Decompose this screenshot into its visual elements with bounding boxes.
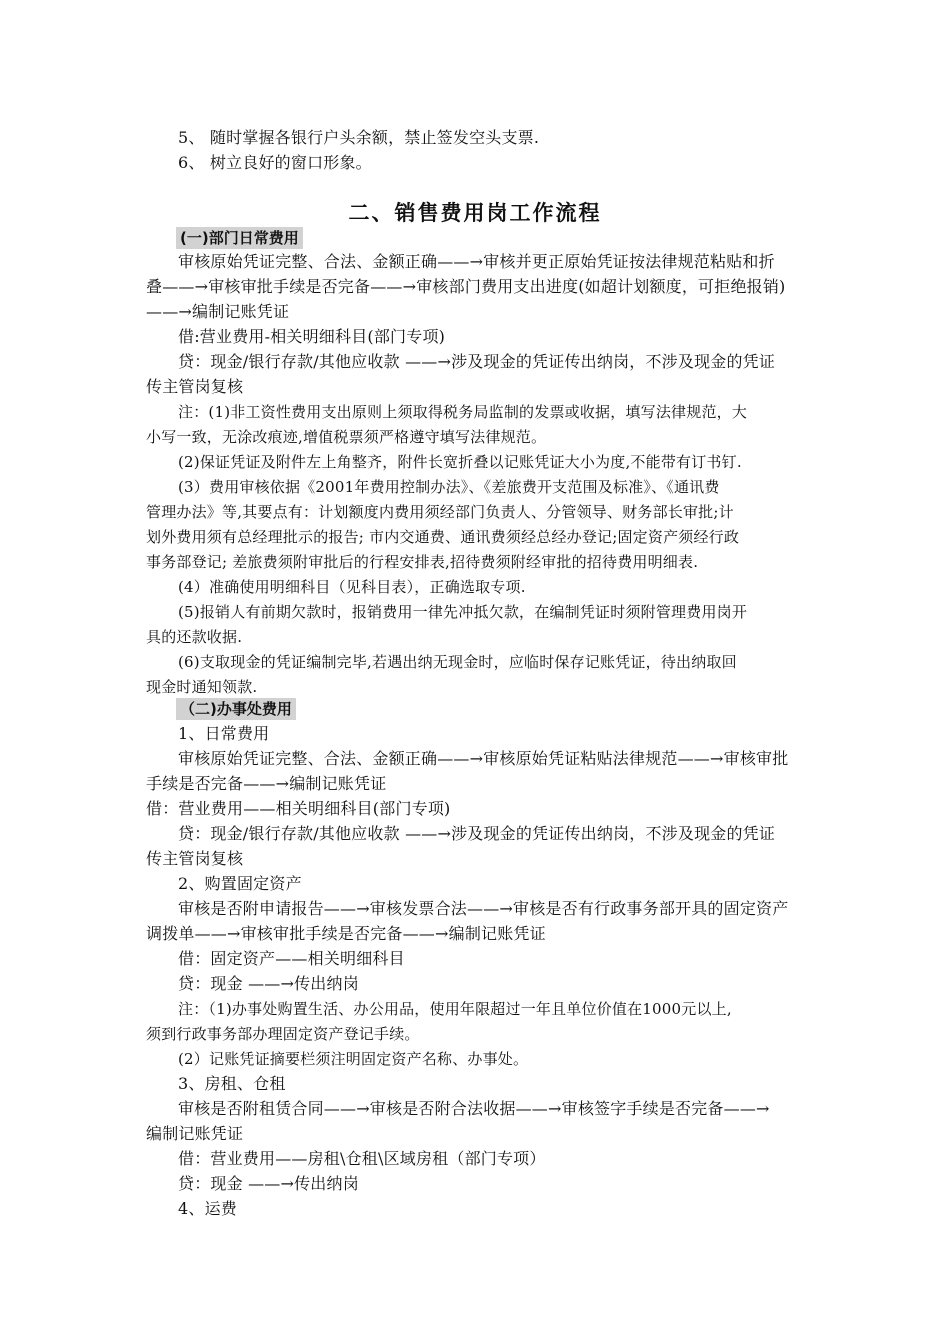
credit-entry: 贷：现金 ——→传出纳岗 [178,974,359,993]
flow-text: 叠——→审核审批手续是否完备——→审核部门费用支出进度(如超计划额度，可拒绝报销) [146,277,786,296]
note-text: (4）准确使用明细科目（见科目表），正确选取专项. [178,578,526,596]
note-text: 管理办法》等,其要点有：计划额度内费用须经部门负责人、分管领导、财务部长审批;计 [146,503,734,521]
flow-text: 审核是否附申请报告——→审核发票合法——→审核是否有行政事务部开具的固定资产 [178,899,789,918]
debit-entry: 借:营业费用-相关明细科目(部门专项) [178,327,446,346]
note-text: (2）记账凭证摘要栏须注明固定资产名称、办事处。 [178,1050,529,1068]
note-text: (3）费用审核依据《2001年费用控制办法》、《差旅费开支范围及标准》、《通讯费 [178,478,720,496]
debit-entry: 借：固定资产——相关明细科目 [178,949,405,968]
credit-entry: 传主管岗复核 [146,849,244,868]
section-title: 二、销售费用岗工作流程 [348,201,602,225]
item-heading: 2、购置固定资产 [178,874,302,893]
credit-entry: 贷：现金/银行存款/其他应收款 ——→涉及现金的凭证传出纳岗，不涉及现金的凭证 [178,352,776,371]
item-heading: 4、运费 [178,1199,237,1218]
debit-entry: 借：营业费用——相关明细科目(部门专项) [146,799,451,818]
flow-text: 审核原始凭证完整、合法、金额正确——→审核原始凭证粘贴法律规范——→审核审批 [178,749,789,768]
debit-entry: 借：营业费用——房租\仓租\区域房租（部门专项） [178,1149,546,1168]
note-text: (5)报销人有前期欠款时，报销费用一律先冲抵欠款，在编制凭证时须附管理费用岗开 [178,603,748,621]
item-heading: 3、房租、仓租 [178,1074,286,1093]
credit-entry: 贷：现金/银行存款/其他应收款 ——→涉及现金的凭证传出纳岗，不涉及现金的凭证 [178,824,776,843]
note-text: 小写一致，无涂改痕迹,增值税票须严格遵守填写法律规范。 [146,428,547,446]
note-text: (6)支取现金的凭证编制完毕,若遇出纳无现金时，应临时保存记账凭证，待出纳取回 [178,653,737,671]
list-item-5: 5、 随时掌握各银行户头余额，禁止签发空头支票. [178,128,540,147]
note-text: 划外费用须有总经理批示的报告; 市内交通费、通讯费须经总经办登记;固定资产须经行政 [146,528,740,546]
note-text: 注：（1)办事处购置生活、办公用品，使用年限超过一年且单位价值在1000元以上, [178,1000,732,1018]
flow-text: ——→编制记账凭证 [146,302,290,321]
subsection-heading-1: (一)部门日常费用 [176,227,303,249]
flow-text: 手续是否完备——→编制记账凭证 [146,774,387,793]
note-text: 注：(1)非工资性费用支出原则上须取得税务局监制的发票或收据，填写法律规范，大 [178,403,748,421]
note-text: 现金时通知领款. [146,678,258,696]
note-text: 事务部登记; 差旅费须附审批后的行程安排表,招待费须附经审批的招待费用明细表. [146,553,699,571]
flow-text: 审核原始凭证完整、合法、金额正确——→审核并更正原始凭证按法律规范粘贴和折 [178,252,775,271]
credit-entry: 传主管岗复核 [146,377,244,396]
flow-text: 调拨单——→审核审批手续是否完备——→编制记账凭证 [146,924,546,943]
subsection-heading-2: （二)办事处费用 [176,698,296,720]
credit-entry: 贷：现金 ——→传出纳岗 [178,1174,359,1193]
flow-text: 编制记账凭证 [146,1124,244,1143]
note-text: 须到行政事务部办理固定资产登记手续。 [146,1025,420,1043]
item-heading: 1、日常费用 [178,724,270,743]
list-item-6: 6、 树立良好的窗口形象。 [178,153,372,172]
note-text: (2)保证凭证及附件左上角整齐，附件长宽折叠以记账凭证大小为度,不能带有订书钉. [178,453,742,471]
flow-text: 审核是否附租赁合同——→审核是否附合法收据——→审核签字手续是否完备——→ [178,1099,770,1118]
note-text: 具的还款收据. [146,628,243,646]
